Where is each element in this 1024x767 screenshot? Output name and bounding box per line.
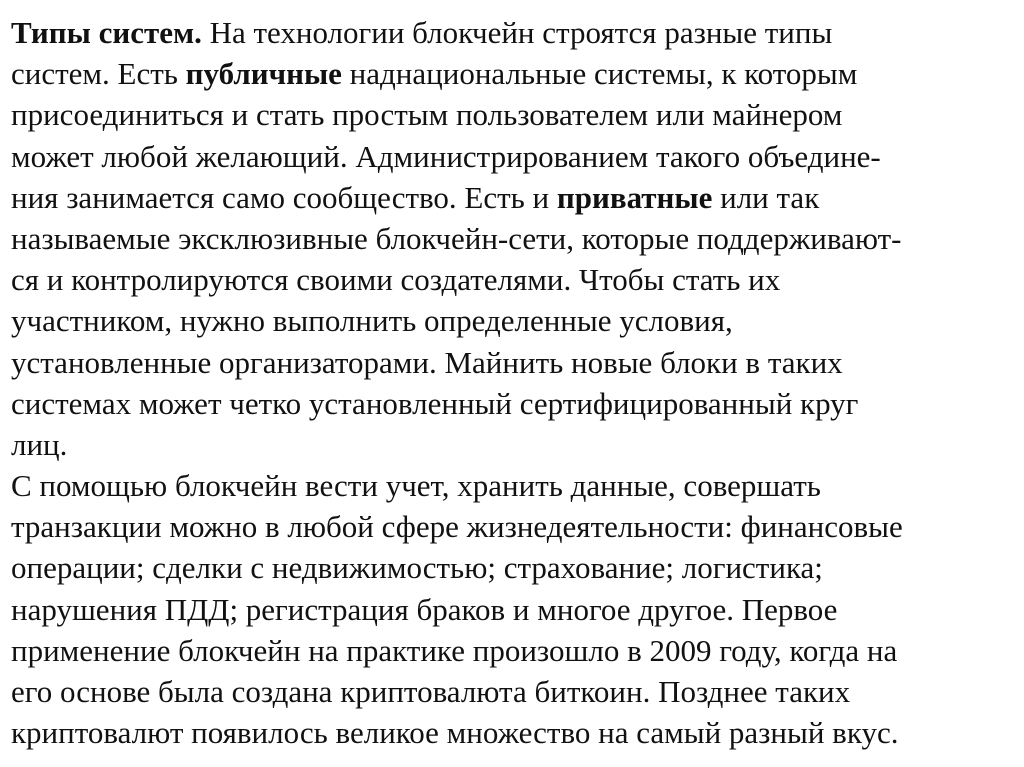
text-line: ся и контролируются своими создателями. Чтобы стать их — [11, 262, 781, 298]
text-line: называемые эксклюзивные блокчейн-сети, которые поддерживают- — [11, 220, 902, 256]
text-line: может любой желающий. Администрированием такого объедине- — [11, 138, 881, 174]
text-line: нарушения ПДД; регистрация браков и многое другое. Первое — [11, 591, 838, 627]
text-line: систем. Есть публичные наднациональные системы, к которым — [11, 56, 858, 92]
text-line: криптовалют появилось великое множество на самый разный вкус. — [11, 715, 899, 751]
text-line: лиц. — [11, 426, 68, 462]
section-heading: Типы систем. — [11, 15, 202, 50]
paragraph-system-types — [11, 12, 1015, 465]
text-line: присоединиться и стать простым пользователем или майнером — [11, 97, 843, 133]
paragraph-applications — [11, 465, 1015, 753]
text-line: ния занимается само сообщество. Есть и приватные или так — [11, 179, 820, 215]
text-line: С помощью блокчейн вести учет, хранить данные, совершать — [11, 468, 821, 504]
emphasis-private: приватные — [556, 179, 713, 215]
text-line: его основе была создана криптовалюта биткоин. Позднее таких — [11, 674, 851, 709]
text-line: операции; сделки с недвижимостью; страхование; логистика; — [11, 550, 823, 586]
text-line: установленные организаторами. Майнить новые блоки в таких — [11, 344, 843, 380]
text-line: транзакции можно в любой сфере жизнедеятельности: финансовые — [11, 509, 903, 545]
text-line: Типы систем. На технологии блокчейн строятся разные типы — [11, 15, 833, 50]
text-line: системах может четко установленный сертифицированный круг — [11, 385, 859, 421]
text-line: участником, нужно выполнить определенные условия, — [11, 303, 733, 339]
document-page — [11, 12, 1015, 753]
emphasis-public: публичные — [185, 56, 342, 92]
text-line: применение блокчейн на практике произошло в 2009 году, когда на — [11, 632, 898, 668]
